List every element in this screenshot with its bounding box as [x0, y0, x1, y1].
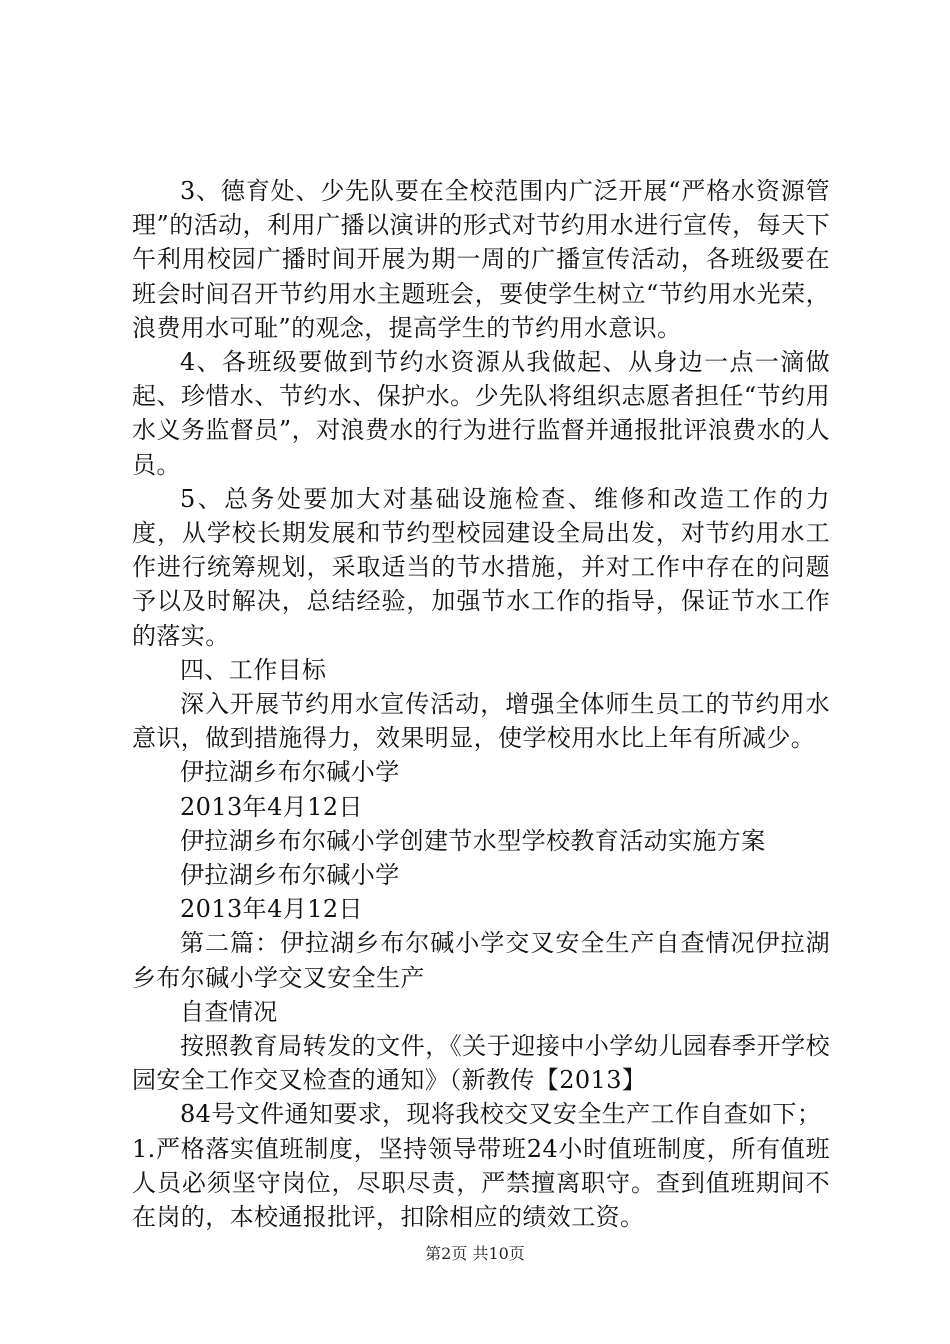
duty-rule-paragraph: 1.严格落实值班制度，坚持领导带班24小时值班制度，所有值班人员必须坚守岗位，尽职尽责，严禁擅离职守。查到值班期间不在岗的，本校通报批评，扣除相应的绩效工资。	[132, 1134, 830, 1232]
paragraph-item-4: 4、各班级要做到节约水资源从我做起、从身边一点一滴做起、珍惜水、节约水、保护水。少先队将组织志愿者担任“节约用水义务监督员”，对浪费水的行为进行监督并通报批评浪费水的人员。	[132, 348, 830, 479]
notice-paragraph: 按照教育局转发的文件，《关于迎接中小学幼儿园春季开学校园安全工作交叉检查的通知》（新教传【2013】	[132, 1032, 830, 1095]
page-number-footer: 第2页 共10页	[425, 1244, 525, 1263]
chapter-two-title: 第二篇：伊拉湖乡布尔碱小学交叉安全生产自查情况伊拉湖乡布尔碱小学交叉安全生产	[132, 929, 830, 992]
signature-date: 2013年4月12日	[180, 792, 363, 821]
signature-date-2: 2013年4月12日	[180, 895, 363, 924]
goals-paragraph: 深入开展节约用水宣传活动，增强全体师生员工的节约用水意识，做到措施得力，效果明显，使学校用水比上年有所减少。	[132, 690, 830, 753]
self-check-heading: 自查情况	[180, 997, 278, 1026]
document-title-line: 伊拉湖乡布尔碱小学创建节水型学校教育活动实施方案	[180, 826, 766, 855]
signature-school-2: 伊拉湖乡布尔碱小学	[180, 861, 400, 890]
requirement-paragraph: 84号文件通知要求，现将我校交叉安全生产工作自查如下；	[180, 1100, 822, 1129]
paragraph-item-3: 3、德育处、少先队要在全校范围内广泛开展“严格水资源管理”的活动，利用广播以演讲的形式对节约用水进行宣传，每天下午利用校园广播时间开展为期一周的广播宣传活动，各班级要在班会时间召开节约用水主题班会，要使学生树立“节约用水光荣，浪费用水可耻”的观念，提高学生的节约用水意识。	[132, 177, 830, 342]
signature-school: 伊拉湖乡布尔碱小学	[180, 758, 400, 787]
document-body	[132, 174, 830, 1234]
section-heading-goals: 四、工作目标	[180, 655, 327, 684]
paragraph-item-5: 5、总务处要加大对基础设施检查、维修和改造工作的力度，从学校长期发展和节约型校园建设全局出发，对节约用水工作进行统筹规划，采取适当的节水措施，并对工作中存在的问题予以及时解决，总结经验，加强节水工作的指导，保证节水工作的落实。	[132, 484, 830, 650]
